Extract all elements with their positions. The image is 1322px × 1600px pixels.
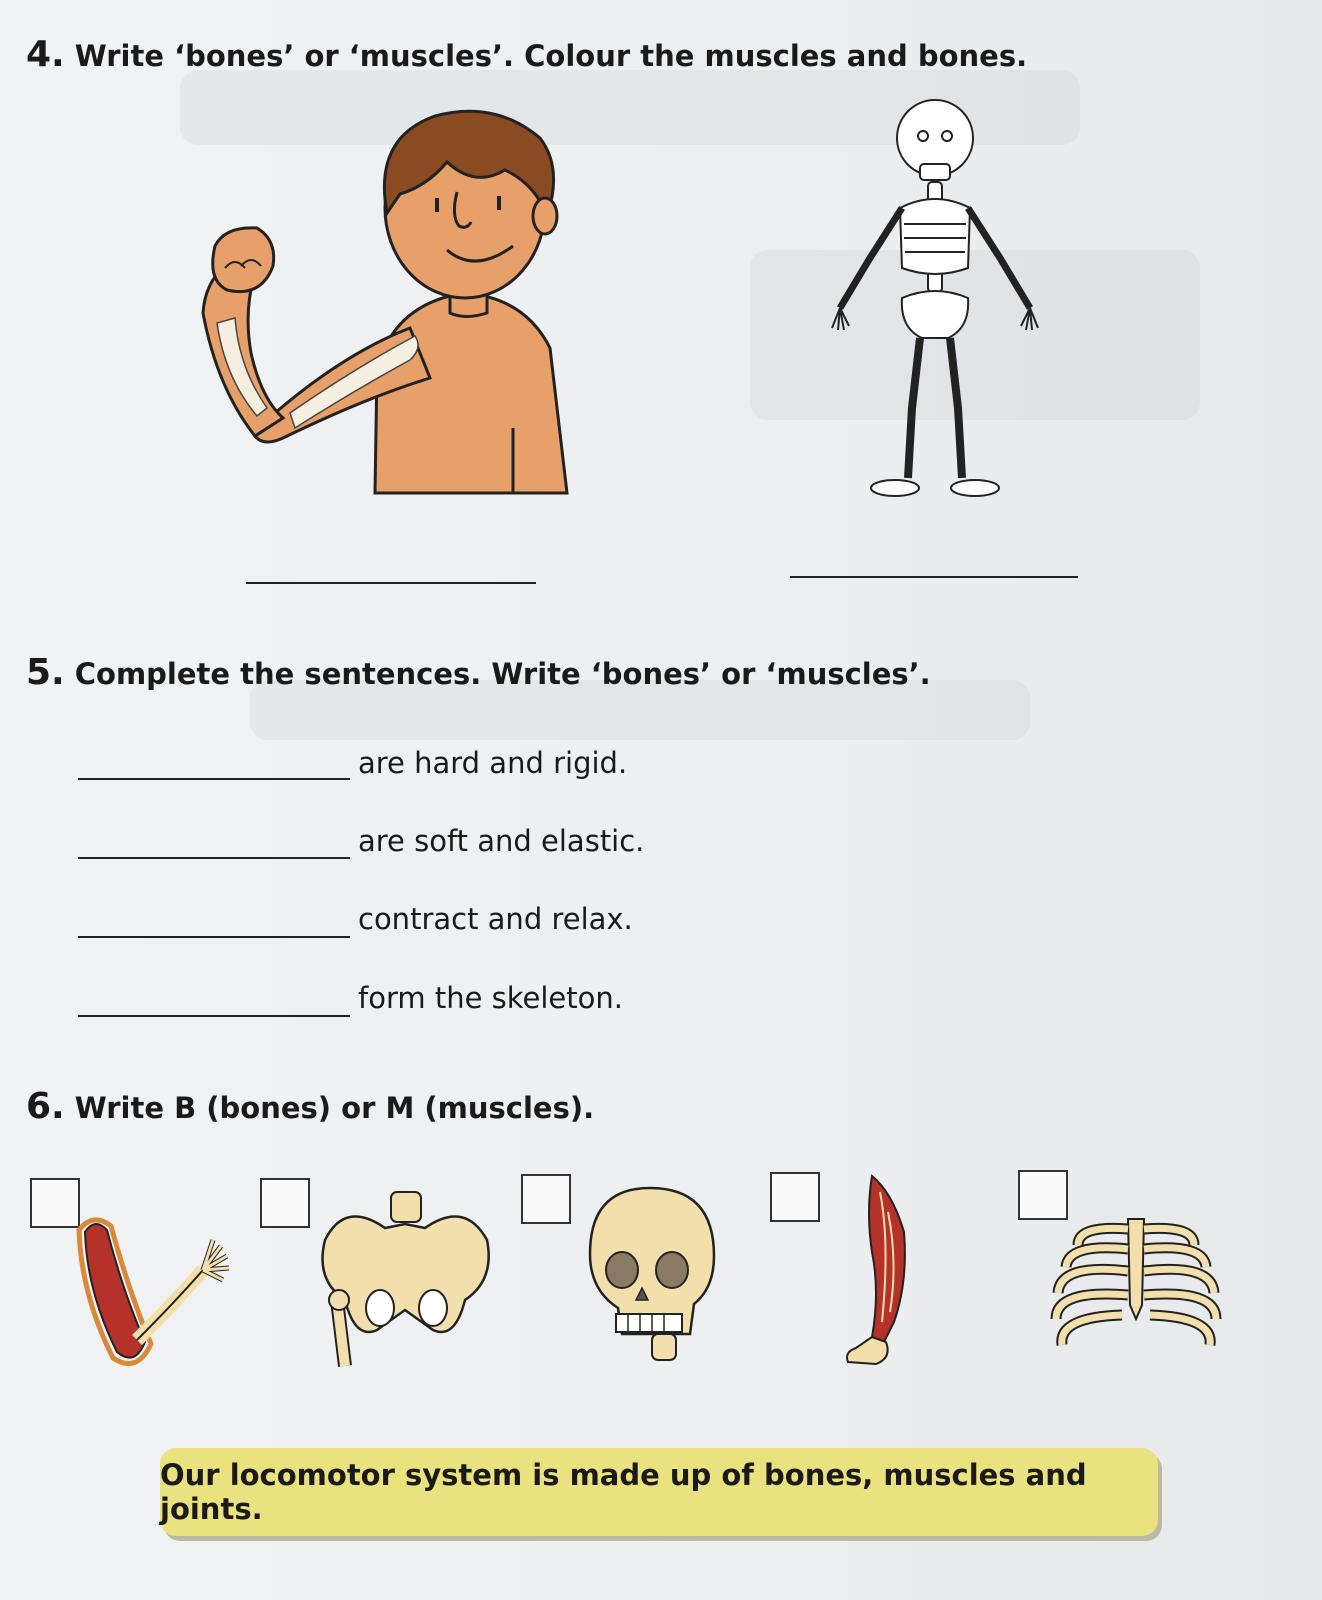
skull-eye-left: [606, 1252, 638, 1288]
checkbox-skull[interactable]: [521, 1174, 571, 1224]
pelvis-bone: [323, 1216, 489, 1332]
leg-muscle: [869, 1176, 905, 1342]
exercise-5-heading: [26, 652, 931, 693]
exercise-4-heading: [26, 34, 1027, 75]
answer-line-boy[interactable]: [246, 582, 536, 584]
sentence-4: form the skeleton.: [358, 981, 623, 1015]
exercise-4-number: 4.: [26, 34, 65, 75]
banner-text: Our locomotor system is made up of bones, muscles and joints.: [160, 1458, 1087, 1526]
skeleton-eye-right: [942, 131, 952, 141]
skull-eye-right: [656, 1252, 688, 1288]
skeleton-foot-left: [871, 480, 919, 496]
exercise-6-instruction: Write B (bones) or M (muscles).: [74, 1091, 595, 1125]
pelvis-femur-head: [329, 1290, 349, 1310]
answer-line-sentence-3[interactable]: [78, 936, 350, 938]
skeleton-eye-left: [918, 131, 928, 141]
skull-neck: [652, 1334, 676, 1360]
skull-illustration: [582, 1184, 722, 1364]
skeleton-arm-left: [840, 208, 902, 308]
sentence-3: contract and relax.: [358, 902, 633, 936]
boy-torso: [375, 293, 567, 493]
sentence-2: are soft and elastic.: [358, 824, 645, 858]
skeleton-illustration: [820, 98, 1050, 518]
boy-fist: [213, 228, 274, 292]
skeleton-jaw: [920, 164, 950, 180]
pelvis-hole-left: [366, 1290, 394, 1326]
checkbox-leg-muscles[interactable]: [770, 1172, 820, 1222]
answer-line-sentence-2[interactable]: [78, 857, 350, 859]
exercise-6-heading: [26, 1086, 594, 1127]
pelvis-illustration: [315, 1190, 495, 1370]
skeleton-arm-right: [968, 208, 1030, 308]
skeleton-pelvis: [902, 291, 968, 338]
arm-muscles-illustration: [75, 1212, 235, 1372]
skeleton-foot-right: [951, 480, 999, 496]
ribcage-sternum: [1128, 1219, 1144, 1319]
skeleton-leg-left: [908, 338, 920, 478]
boy-ear: [533, 198, 557, 234]
checkbox-arm-muscles[interactable]: [30, 1178, 80, 1228]
skeleton-leg-right: [950, 338, 962, 478]
leg-muscles-illustration: [842, 1172, 922, 1372]
pelvis-hole-right: [419, 1290, 447, 1326]
skeleton-hand-left: [832, 308, 849, 330]
locomotor-system-banner: [160, 1448, 1158, 1536]
leg-foot: [847, 1337, 888, 1364]
skeleton-hand-right: [1021, 308, 1038, 330]
exercise-4-instruction: Write ‘bones’ or ‘muscles’. Colour the muscles and bones.: [74, 39, 1028, 73]
exercise-6-number: 6.: [26, 1086, 65, 1127]
ribcage-illustration: [1048, 1215, 1224, 1360]
answer-line-sentence-1[interactable]: [78, 778, 350, 780]
exercise-5-instruction: Complete the sentences. Write ‘bones’ or ‘muscles’.: [74, 657, 931, 691]
answer-line-sentence-4[interactable]: [78, 1015, 350, 1017]
boy-flexing-illustration: [195, 98, 575, 498]
arm-forearm-outline: [137, 1270, 203, 1340]
skeleton-ribcage: [900, 199, 970, 274]
exercise-5-number: 5.: [26, 652, 65, 693]
pelvis-spine: [391, 1192, 421, 1222]
sentence-1: are hard and rigid.: [358, 746, 628, 780]
checkbox-ribcage[interactable]: [1018, 1170, 1068, 1220]
skull-teeth: [616, 1314, 682, 1332]
answer-line-skeleton[interactable]: [790, 576, 1078, 578]
checkbox-pelvis[interactable]: [260, 1178, 310, 1228]
